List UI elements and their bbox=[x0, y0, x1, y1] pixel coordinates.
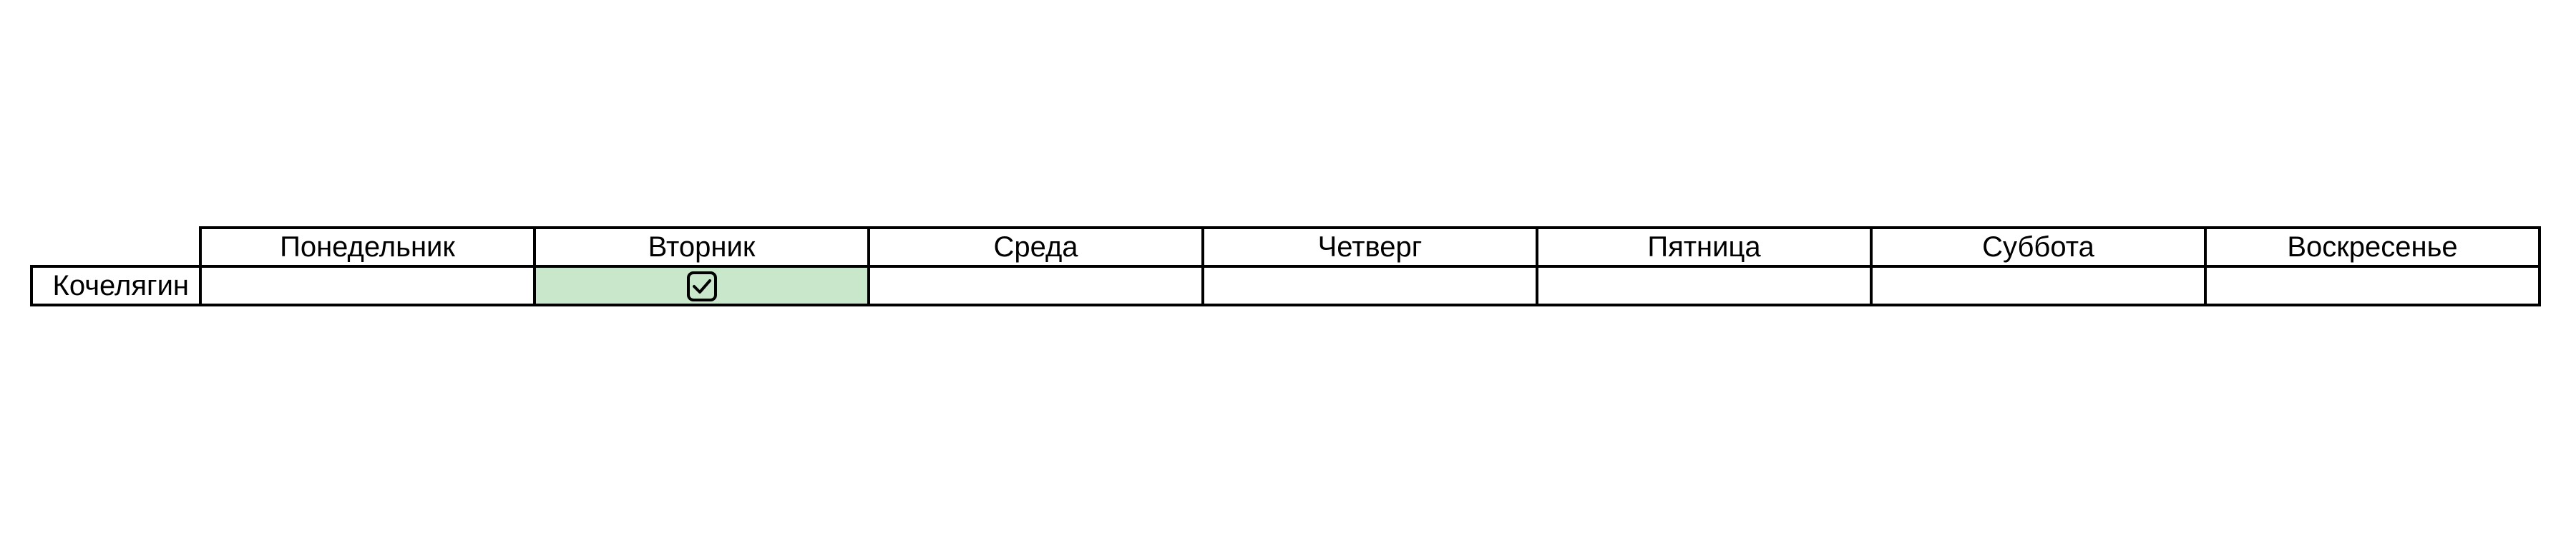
row-name: Кочелягин bbox=[31, 266, 200, 305]
schedule-cell-monday[interactable] bbox=[200, 266, 535, 305]
day-header-friday: Пятница bbox=[1537, 228, 1871, 266]
schedule-table bbox=[30, 226, 2541, 306]
checkbox-checked-icon[interactable] bbox=[686, 271, 718, 302]
day-header-saturday: Суббота bbox=[1871, 228, 2205, 266]
header-row bbox=[31, 228, 2540, 266]
day-header-monday: Понедельник bbox=[200, 228, 535, 266]
day-header-wednesday: Среда bbox=[869, 228, 1203, 266]
corner-cell bbox=[31, 228, 200, 266]
schedule-cell-friday[interactable] bbox=[1537, 266, 1871, 305]
table-row bbox=[31, 266, 2540, 305]
schedule-cell-tuesday[interactable] bbox=[535, 266, 869, 305]
day-header-tuesday: Вторник bbox=[535, 228, 869, 266]
schedule-cell-wednesday[interactable] bbox=[869, 266, 1203, 305]
schedule-cell-saturday[interactable] bbox=[1871, 266, 2205, 305]
schedule-cell-sunday[interactable] bbox=[2205, 266, 2540, 305]
schedule-cell-thursday[interactable] bbox=[1203, 266, 1537, 305]
day-header-thursday: Четверг bbox=[1203, 228, 1537, 266]
day-header-sunday: Воскресенье bbox=[2205, 228, 2540, 266]
